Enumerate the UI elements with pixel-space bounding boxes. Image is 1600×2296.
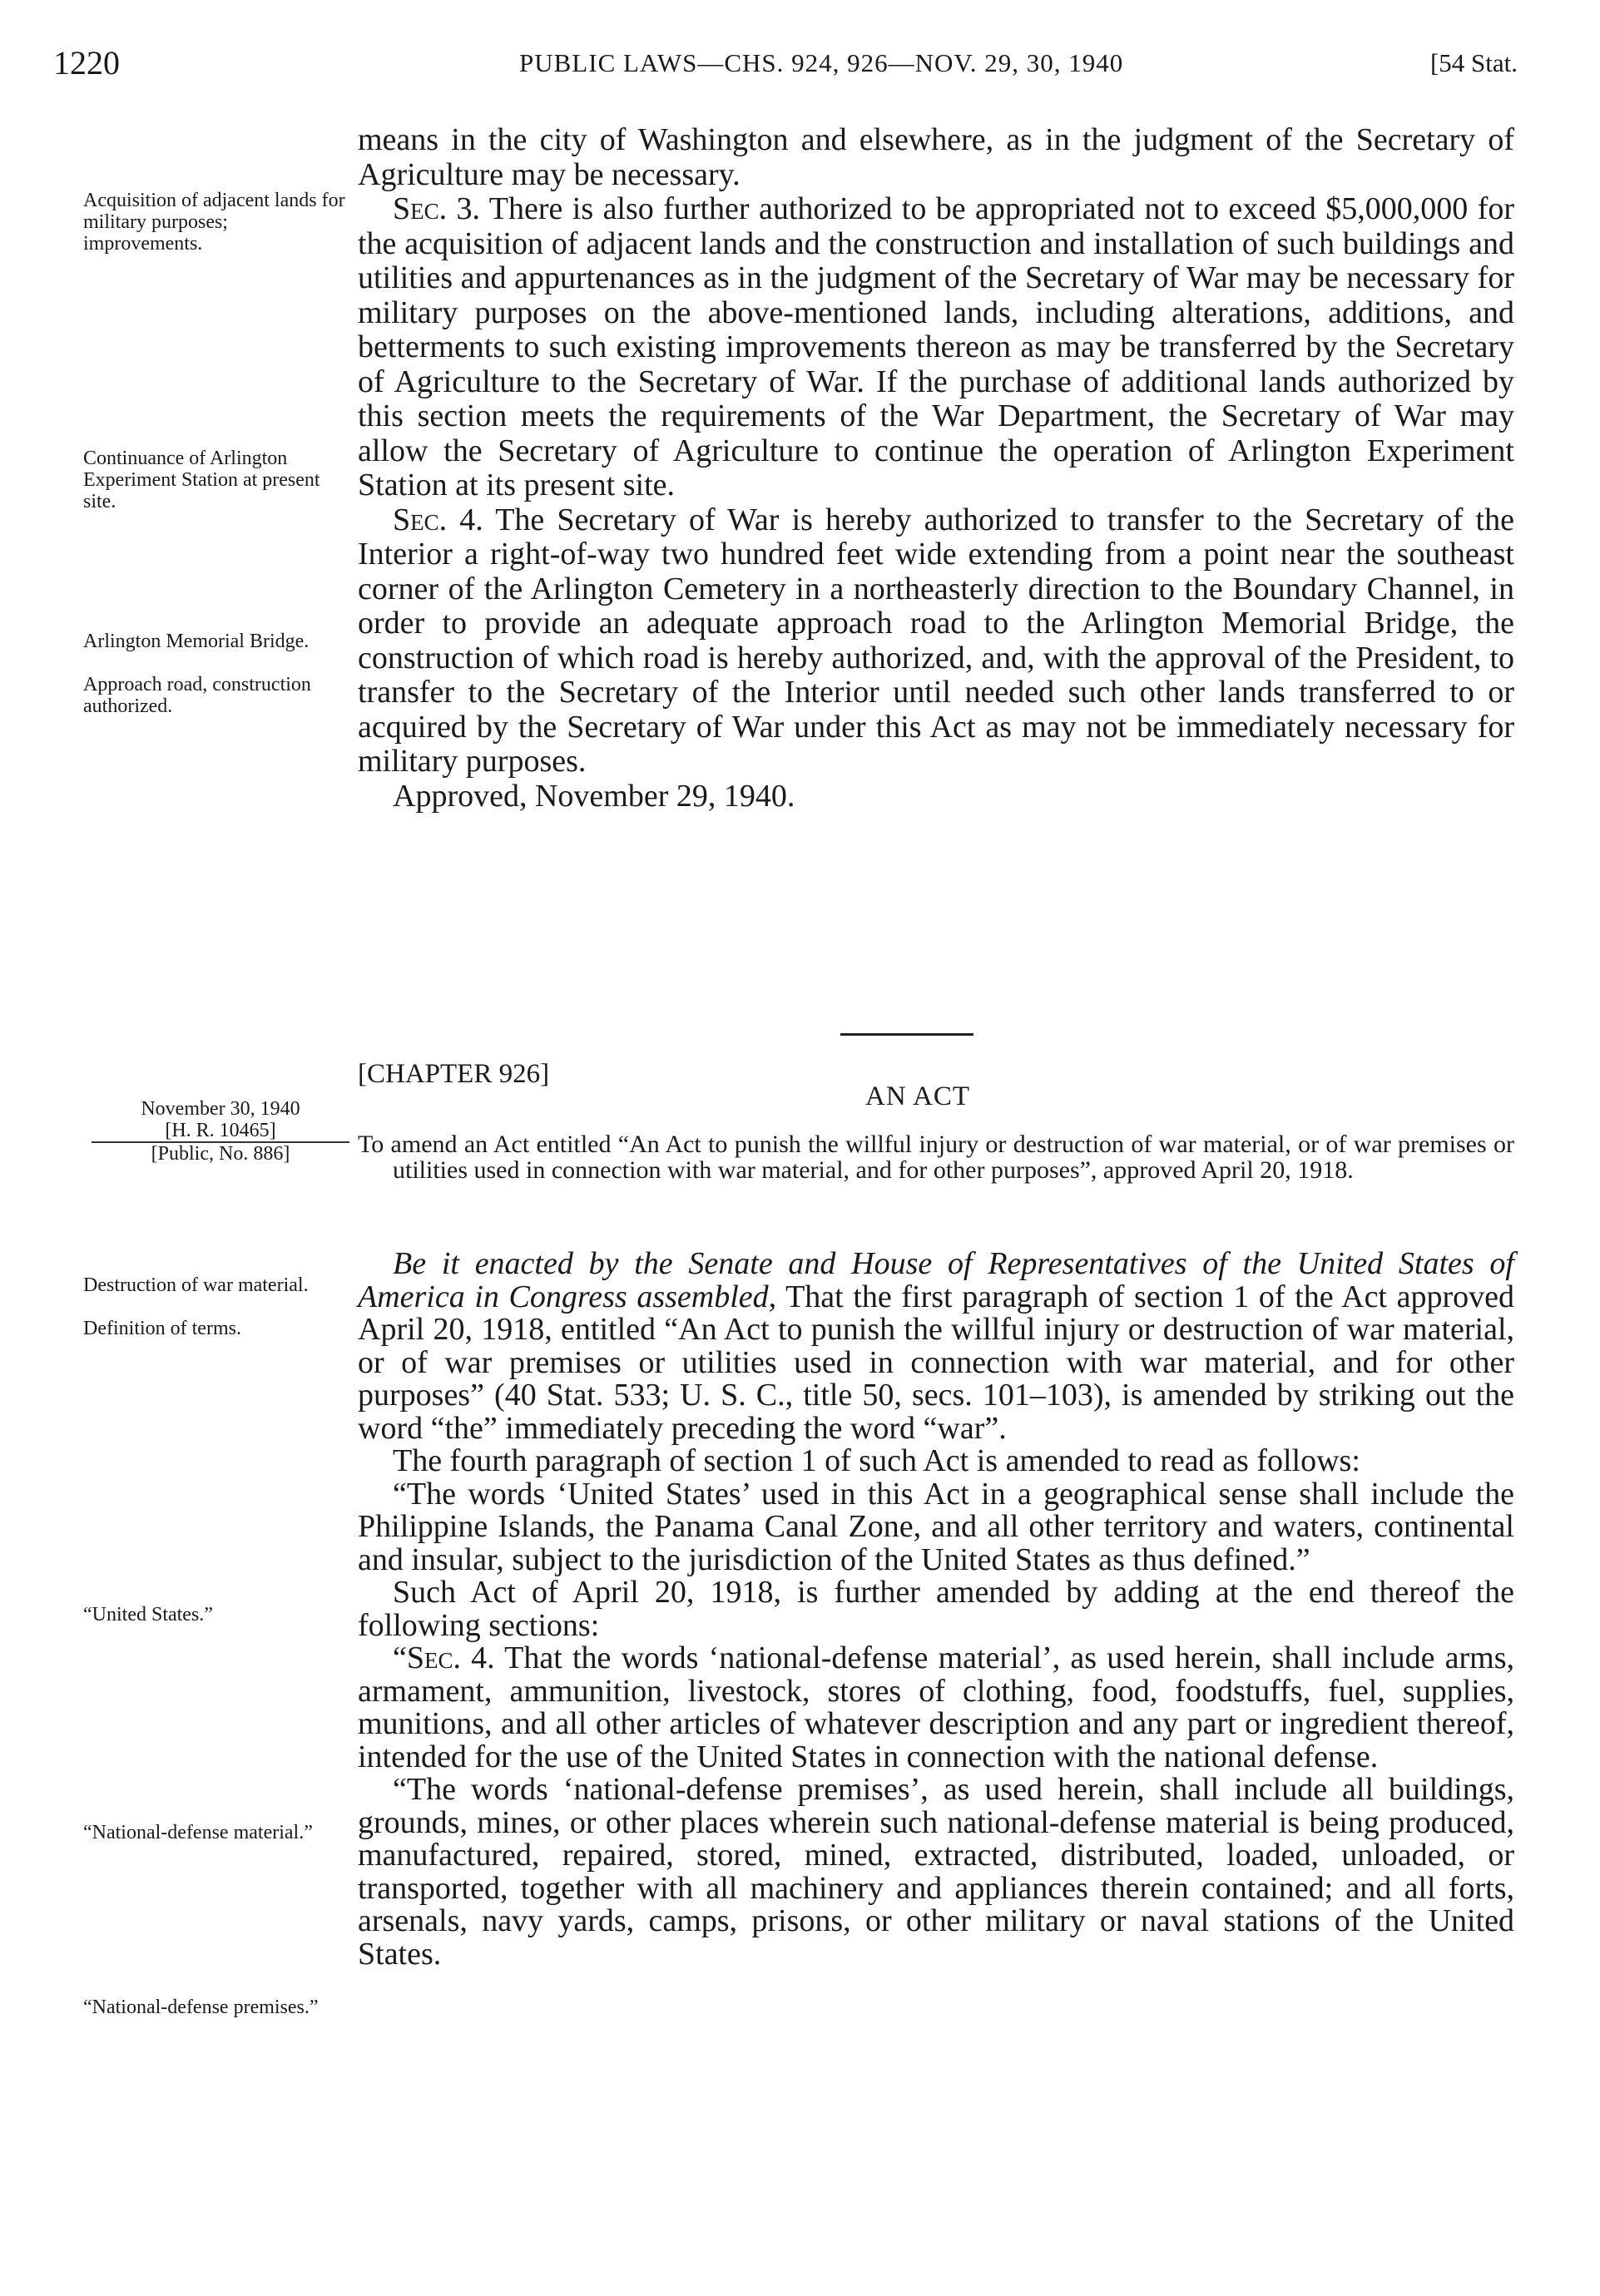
paragraph-fourth: The fourth paragraph of section 1 of such Act is amended to read as follows: <box>393 1443 1360 1478</box>
section-label: “Sec. 4. <box>393 1640 495 1675</box>
paragraph-nd-material <box>358 1642 1514 1774</box>
paragraph-further-amended: Such Act of April 20, 1918, is further amended by adding at the end thereof the following sections: <box>358 1575 1514 1643</box>
section-text: That the words ‘national-defense material’, as used herein, shall include arms, armament, ammunition, livestock, stores of clothing, food, foodstuffs, fuel, supplies, munitions, and all other articles of whatever description and any part or ingredient thereof, intended for the use of the United States in connection with the national defense. <box>358 1640 1514 1774</box>
margin-note-bridge: Arlington Memorial Bridge. <box>83 631 310 652</box>
section-text: There is also further authorized to be appropriated not to exceed $5,000,000 for the acquisition of adjacent lands and the construction and installation of such buildings and utilities and appurtenances as in the judgment of the Secretary of War may be necessary for military purposes on the above-mentioned lands, including alterations, additions, and betterments to such existing improvements thereon as may be transferred by the Secretary of Agriculture to the Secretary of War. If the purchase of additional lands authorized by this section meets the requirements of the War Department, the Secretary of War may allow the Secretary of Agriculture to continue the operation of Arlington Experiment Station at its present site. <box>358 191 1515 502</box>
section-label: Sec. 3. <box>393 191 481 226</box>
bill-number: [H. R. 10465] <box>92 1120 349 1143</box>
chapter-heading: [CHAPTER 926] <box>358 1059 550 1089</box>
an-act-heading: AN ACT <box>865 1081 971 1111</box>
page-number: 1220 <box>53 44 120 82</box>
enacting-paragraph <box>358 1248 1514 1445</box>
margin-note-destruction: Destruction of war material. <box>83 1274 309 1296</box>
running-head: PUBLIC LAWS—CHS. 924, 926—NOV. 29, 30, 1940 <box>519 48 1124 77</box>
statute-reference: [54 Stat. <box>1429 48 1518 77</box>
margin-note-acquisition: Acquisition of adjacent lands for military purposes; improvements. <box>83 190 345 255</box>
public-law-number: [Public, No. 886] <box>151 1143 290 1165</box>
margin-note-nd-premises: “National-defense premises.” <box>83 1997 319 2018</box>
approved-line: Approved, November 29, 1940. <box>393 778 795 814</box>
margin-note-approach: Approach road, construction authorized. <box>83 674 311 717</box>
section-label: Sec. 4. <box>393 502 483 537</box>
paragraph-sec-3 <box>358 192 1514 503</box>
bill-date: November 30, 1940 <box>141 1098 300 1120</box>
paragraph-nd-premises: “The words ‘national-defense premises’, as used herein, shall include all buildings, grounds, mines, or other places wherein such national-defense material is being produced, manufactured, repaired, stored, mined, extracted, distributed, loaded, unloaded, or transported, together with all machinery and appliances therein contained; and all forts, arsenals, navy yards, camps, prisons, or other military or naval stations of the United States. <box>358 1772 1514 1972</box>
paragraph-united-states: “The words ‘United States’ used in this Act in a geographical sense shall include the Philippine Islands, the Panama Canal Zone, and all other territory and waters, continental and insular, subject to the jurisdiction of the United States as thus defined.” <box>358 1476 1514 1577</box>
page-header <box>53 43 1518 93</box>
enacting-text: That the first paragraph of section 1 of the Act approved April 20, 1918, entitled “An Act to punish the willful injury or destruction of war material, or of war premises or utilities used in connection with war material, and for other purposes” (40 Stat. 533; U. S. C., title 50, secs. 101–103), is amended by striking out the word “the” immediately preceding the word “war”. <box>358 1279 1514 1446</box>
chapter-divider <box>840 1033 973 1036</box>
bill-info-block <box>92 1098 349 1165</box>
summary-text: To amend an Act entitled “An Act to punish the willful injury or destruction of war material, or of war premises or utilities used in connection with war material, and for other purposes”, approved April 20, 1918. <box>358 1131 1514 1184</box>
paragraph-sec-4 <box>358 503 1514 779</box>
enacting-clause: Be it enacted by the Senate and House of Representatives of the United States of America in Congress assembled, <box>358 1246 1514 1314</box>
margin-note-united-states: “United States.” <box>83 1604 213 1626</box>
margin-note-definition: Definition of terms. <box>83 1318 241 1339</box>
body-section-2 <box>358 1248 1514 1971</box>
paragraph-continuation: means in the city of Washington and elsewhere, as in the judgment of the Secretary of Agriculture may be necessary. <box>358 122 1514 192</box>
act-summary <box>358 1131 1514 1183</box>
margin-note-continuance: Continuance of Arlington Experiment Station at present site. <box>83 448 320 512</box>
margin-note-nd-material: “National-defense material.” <box>83 1822 313 1843</box>
body-section-1 <box>358 123 1514 814</box>
section-text: The Secretary of War is hereby authorized to transfer to the Secretary of the Interior a right-of-way two hundred feet wide extending from a point near the southeast corner of the Arlington Cemetery in a northeasterly direction to the Boundary Channel, in order to provide an adequate approach road to the Arlington Memorial Bridge, the construction of which road is hereby authorized, and, with the approval of the President, to transfer to the Secretary of the Interior until needed such other lands transferred to or acquired by the Secretary of War under this Act as may not be immediately necessary for military purposes. <box>358 502 1514 779</box>
